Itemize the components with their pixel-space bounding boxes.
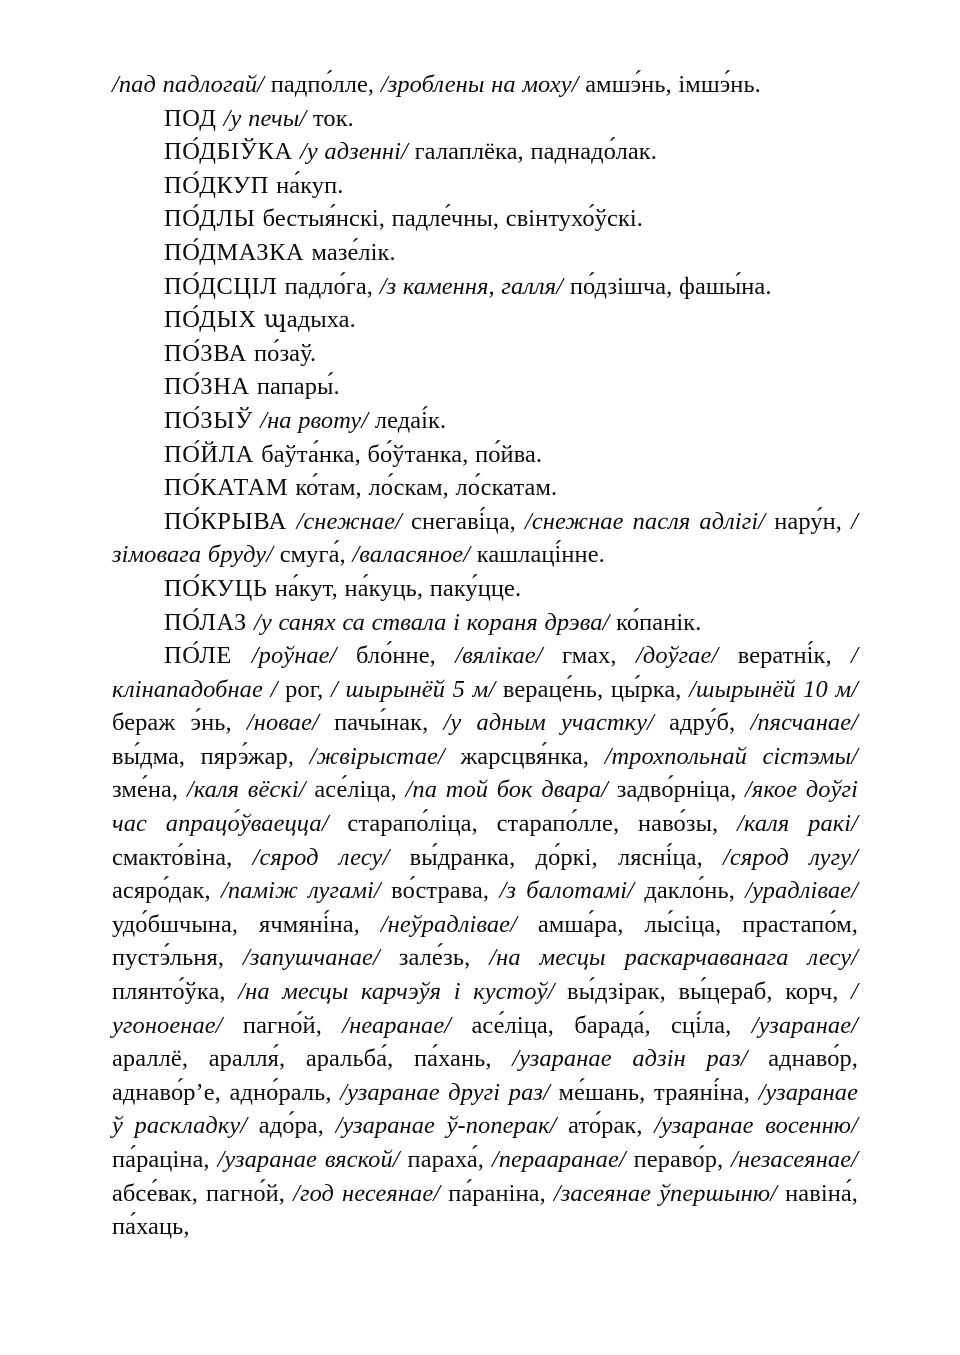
entry-synonyms: абсе́вак, пагно́й, bbox=[112, 1179, 294, 1207]
entry-synonyms: вы́дзірак, вы́цераб, корч, bbox=[566, 978, 852, 1006]
entry-gloss: /на рвоту/ bbox=[260, 406, 375, 434]
entry-gloss: /узаранае адзін раз/ bbox=[512, 1045, 769, 1073]
entry-synonyms: араллё, аралля́, аральба́, па́хань, bbox=[112, 1045, 513, 1073]
entry-synonyms: вы́дранка, до́ркі, лясні́ца, bbox=[409, 843, 724, 871]
entry-synonyms: па́раціна, bbox=[112, 1146, 218, 1173]
entry-synonyms: бераж э́нь, bbox=[112, 709, 247, 737]
dictionary-entry bbox=[112, 606, 858, 640]
entry-synonyms: вы́дма, пярэ́жар, bbox=[112, 742, 310, 770]
entry-synonyms: баўта́нка, бо́ўтанка, по́йва. bbox=[261, 440, 543, 468]
entry-gloss: /у адным участку/ bbox=[443, 709, 670, 737]
dictionary-entry bbox=[112, 572, 858, 606]
entry-headword: ПО́ДЛЫ bbox=[164, 205, 263, 233]
entry-synonyms: навіна́, па́хаць, bbox=[112, 1179, 858, 1241]
entry-synonyms: պадыха. bbox=[263, 306, 356, 334]
entry-synonyms: жарсцвя́нка, bbox=[460, 742, 605, 770]
entry-synonyms: нару́н, bbox=[774, 507, 852, 535]
entry-synonyms: смакто́віна, bbox=[112, 843, 253, 871]
entry-synonyms: падло́га, bbox=[284, 272, 380, 300]
dictionary-entry bbox=[112, 505, 858, 572]
entry-synonyms: пагно́й, bbox=[242, 1011, 343, 1039]
entry-gloss: /паміж лугамі/ bbox=[220, 877, 392, 905]
entry-gloss: /неаранае/ bbox=[342, 1011, 472, 1039]
dictionary-entry bbox=[112, 135, 858, 169]
entry-synonyms: плянто́ўка, bbox=[112, 978, 239, 1006]
entry-gloss: /з камення, галля/ bbox=[379, 272, 570, 300]
entry-gloss: / клінападобнае / bbox=[112, 642, 858, 703]
entry-gloss: /шырынёй 10 м/ bbox=[689, 675, 858, 703]
entry-synonyms: адо́ра, bbox=[258, 1112, 336, 1140]
entry-gloss: /трохпольнай сістэмы/ bbox=[604, 742, 858, 770]
entry-gloss: /урадлівае/ bbox=[745, 877, 858, 905]
entry-synonyms: ме́шань, траяні́на, bbox=[558, 1078, 759, 1106]
entry-headword: ПО́КУЦЬ bbox=[164, 574, 275, 602]
entry-gloss: /узаранае вяской/ bbox=[217, 1146, 408, 1173]
dictionary-entry bbox=[112, 202, 858, 236]
entry-synonyms: ко́панік. bbox=[616, 608, 702, 636]
entry-gloss: /каля ракі/ bbox=[737, 810, 858, 838]
entry-gloss: /перааранае/ bbox=[491, 1146, 634, 1173]
entry-synonyms: бестыя́нскі, падле́чны, свінтухо́ўскі. bbox=[262, 205, 643, 233]
entry-gloss: /новае/ bbox=[246, 709, 335, 737]
entry-synonyms: аднаво́р, аднаво́р’е, адно́раль, bbox=[112, 1045, 858, 1106]
entry-synonyms: падпо́лле, bbox=[270, 71, 381, 98]
entry-gloss: /жвірыстае/ bbox=[309, 742, 461, 770]
entry-headword: ПО́КРЫВА bbox=[164, 507, 297, 535]
entry-list bbox=[112, 68, 858, 1244]
entry-synonyms: бло́нне, bbox=[355, 642, 456, 670]
entry-gloss: /па той бок двара/ bbox=[405, 776, 617, 804]
dictionary-entry bbox=[112, 68, 858, 102]
entry-synonyms: вератні́к, bbox=[737, 642, 852, 670]
entry-gloss: /узаранае ў-поперак/ bbox=[335, 1112, 569, 1140]
dictionary-entry bbox=[112, 404, 858, 438]
entry-synonyms: кашлаці́нне. bbox=[476, 541, 605, 569]
entry-synonyms: на́кут, на́куць, паку́цце. bbox=[274, 574, 522, 602]
entry-synonyms: амшэ́нь, імшэ́нь. bbox=[585, 71, 761, 98]
entry-gloss: /з балотамі/ bbox=[499, 877, 645, 905]
entry-gloss: /запушчанае/ bbox=[242, 944, 399, 972]
entry-gloss: /пясчанае/ bbox=[750, 709, 858, 737]
entry-headword: ПО́ДСЦІЛ bbox=[164, 272, 285, 300]
entry-headword: ПО́ДЫХ bbox=[164, 306, 264, 334]
entry-headword: ПО́ЙЛА bbox=[164, 440, 262, 468]
entry-gloss: /роўнае/ bbox=[251, 642, 356, 670]
entry-gloss: /снежнае/ bbox=[296, 507, 412, 535]
entry-headword: ПО́ДКУП bbox=[164, 171, 277, 199]
entry-gloss: /валасяное/ bbox=[352, 541, 477, 569]
entry-gloss: /узаранае ў раскладку/ bbox=[112, 1078, 858, 1140]
entry-gloss: /у адзенні/ bbox=[299, 138, 415, 166]
entry-headword: ПО́ЗВА bbox=[164, 339, 254, 367]
entry-headword: ПО́ДМАЗКА bbox=[164, 238, 312, 266]
entry-synonyms: снегаві́ца, bbox=[411, 507, 525, 535]
entry-headword: ПО́ЗНА bbox=[164, 373, 257, 401]
entry-synonyms: пачы́нак, bbox=[334, 709, 444, 737]
entry-gloss: /на месцы карчэўя і кустоў/ bbox=[238, 978, 567, 1006]
entry-gloss: /неўрадлівае/ bbox=[380, 910, 538, 938]
entry-gloss: /засеянае ўпершыню/ bbox=[553, 1179, 786, 1207]
entry-gloss: / шырынёй 5 м/ bbox=[330, 675, 503, 703]
entry-synonyms: асяро́дак, bbox=[112, 877, 221, 905]
entry-gloss: /сярод лугу/ bbox=[723, 843, 858, 871]
entry-synonyms: па́раніна, bbox=[448, 1179, 554, 1207]
entry-gloss: /снежнае пасля адлігі/ bbox=[524, 507, 775, 535]
entry-synonyms: папары́. bbox=[256, 373, 340, 401]
entry-synonyms: ато́рак, bbox=[568, 1112, 655, 1140]
entry-gloss: /каля вёскі/ bbox=[186, 776, 315, 804]
dictionary-entry bbox=[112, 337, 858, 371]
entry-headword: ПО́КАТАМ bbox=[164, 474, 296, 502]
entry-gloss: /сярод лесу/ bbox=[252, 843, 410, 871]
entry-synonyms: мазе́лік. bbox=[311, 238, 396, 266]
entry-headword: ПОД bbox=[164, 104, 224, 132]
entry-synonyms: зале́зь, bbox=[398, 944, 490, 972]
entry-synonyms: вераце́нь, цы́рка, bbox=[502, 675, 690, 703]
dictionary-entry bbox=[112, 471, 858, 505]
entry-synonyms: ко́там, ло́скам, ло́скатам. bbox=[295, 474, 558, 502]
entry-synonyms: удо́бшчына, ячмяні́на, bbox=[112, 910, 381, 938]
entry-gloss: /якое доўгі час апрацо́ўваецца/ bbox=[112, 776, 858, 838]
dictionary-entry bbox=[112, 236, 858, 270]
dictionary-entry bbox=[112, 169, 858, 203]
entry-synonyms: пераво́р, bbox=[633, 1146, 732, 1173]
entry-headword: ПО́ЗЫЎ bbox=[164, 406, 261, 434]
dictionary-entry bbox=[112, 438, 858, 472]
entry-synonyms: по́дзішча, фашы́на. bbox=[569, 272, 772, 300]
entry-synonyms: параха́, bbox=[407, 1146, 492, 1173]
entry-synonyms: задво́рніца, bbox=[616, 776, 745, 804]
entry-synonyms: амша́ра, лы́сіца, прастапо́м, пустэ́льня, bbox=[112, 910, 858, 972]
entry-headword: ПО́ЛАЗ bbox=[164, 608, 254, 636]
entry-synonyms: ток. bbox=[312, 104, 354, 132]
entry-synonyms: асе́ліца, барада́, сці́ла, bbox=[471, 1011, 752, 1039]
entry-headword: ПО́ДБІЎКА bbox=[164, 138, 300, 166]
dictionary-entry bbox=[112, 102, 858, 136]
entry-synonyms: асе́ліца, bbox=[314, 776, 406, 804]
dictionary-entry bbox=[112, 639, 858, 1244]
entry-gloss: /узаранае/ bbox=[751, 1011, 858, 1039]
entry-synonyms: во́страва, bbox=[391, 877, 500, 905]
entry-gloss: /узаранае другі раз/ bbox=[340, 1078, 559, 1106]
entry-gloss: /год несеянае/ bbox=[293, 1179, 449, 1207]
entry-gloss: /угоноенае/ bbox=[112, 978, 858, 1039]
entry-gloss: /на месцы раскарчаванага лесу/ bbox=[489, 944, 858, 972]
entry-synonyms: по́заў. bbox=[254, 339, 317, 367]
entry-synonyms: рог, bbox=[285, 675, 331, 703]
entry-gloss: /зроблены на моху/ bbox=[380, 71, 586, 98]
entry-synonyms: на́куп. bbox=[276, 171, 344, 199]
entry-gloss: /зімовага бруду/ bbox=[112, 507, 858, 569]
entry-gloss: /доўгае/ bbox=[636, 642, 738, 670]
dictionary-entry bbox=[112, 270, 858, 304]
entry-synonyms: старапо́ліца, старапо́лле, наво́зы, bbox=[347, 810, 738, 838]
entry-synonyms: гмах, bbox=[562, 642, 637, 670]
dictionary-entry bbox=[112, 303, 858, 337]
entry-headword: ПО́ЛЕ bbox=[164, 642, 252, 670]
entry-synonyms: смуга́, bbox=[279, 541, 353, 569]
entry-synonyms: дакло́нь, bbox=[644, 877, 746, 905]
entry-gloss: /у санях са ствала і кораня дрэва/ bbox=[253, 608, 617, 636]
entry-gloss: /узаранае восенню/ bbox=[654, 1112, 858, 1140]
entry-gloss: /вялікае/ bbox=[455, 642, 563, 670]
entry-synonyms: адру́б, bbox=[669, 709, 751, 737]
entry-synonyms: галаплёка, паднадо́лак. bbox=[414, 138, 657, 166]
dictionary-entry bbox=[112, 370, 858, 404]
entry-gloss: /незасеянае/ bbox=[731, 1146, 858, 1173]
entry-synonyms: ледаі́к. bbox=[374, 406, 447, 434]
entry-gloss: /пад падлогай/ bbox=[112, 71, 271, 98]
entry-synonyms: зме́на, bbox=[112, 776, 187, 804]
entry-gloss: /у печы/ bbox=[223, 104, 313, 132]
